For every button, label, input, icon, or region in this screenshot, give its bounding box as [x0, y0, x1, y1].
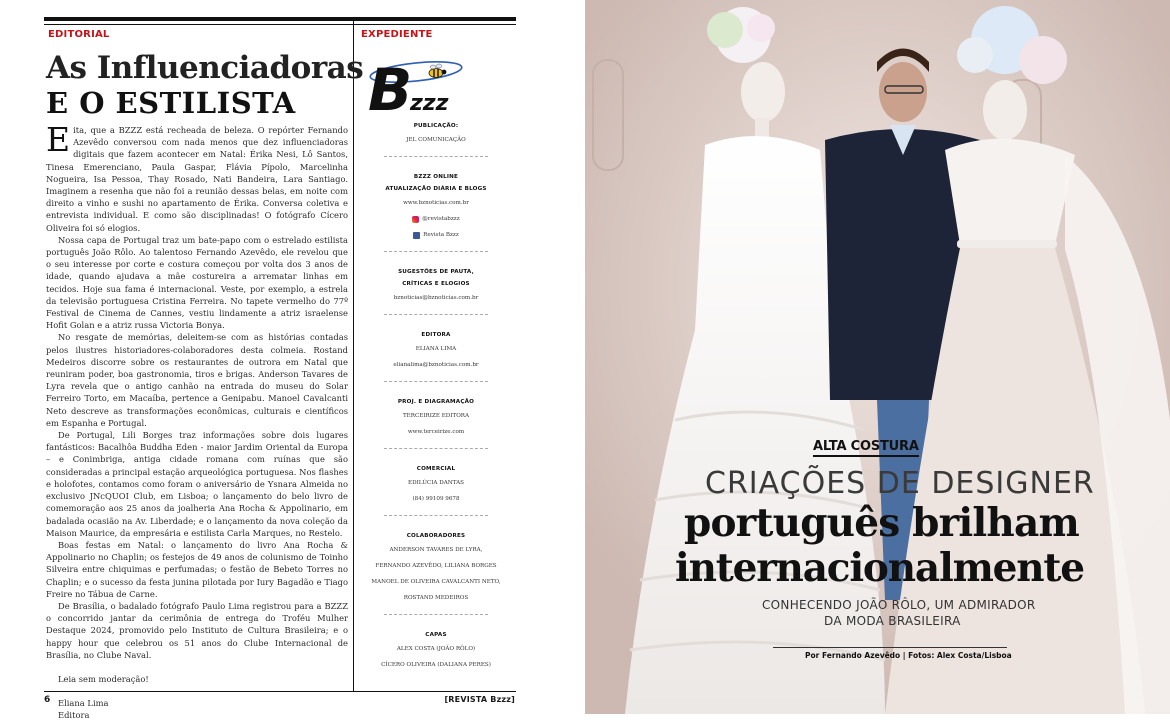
online-site-link[interactable]: www.bznoticias.com.br	[403, 200, 469, 206]
proj-name: TERCEIRIZE EDITORA	[402, 413, 470, 419]
capas-line: ALEX COSTA (JOÃO RÔLO)	[396, 646, 476, 652]
editorial-paragraph: De Portugal, Lili Borges traz informações sobre dois lugares fantásticos: Bacalhôa Buddha Eden - maior Jardim Oriental da Europa – e Conimbriga, antiga cidade romana com ruínas que são consideradas a principal estação arqueológica portuguesa. Nos flashes e holofotes, contamos como foram o aniversário de Ysnara Almeida no exclusivo JNcQUOI Club, em Lisboa; o lançamento do belo livro de comemoração aos 25 anos da joalheria Ana Rocha & Appolinario, em badalada ocasião na Av. Liberdade; e o lançamento da nova coleção da Maison Maurice, da empresária e estilista Carla Marques, no Restelo.	[46, 430, 348, 538]
bzzz-logo	[366, 48, 466, 124]
publicacao-value: JEL COMUNICAÇÃO	[406, 137, 466, 143]
logo-suffix: zzz	[410, 91, 449, 116]
facebook-handle: Revista Bzzz	[423, 232, 459, 238]
colab-line: ROSTAND MEDEIROS	[403, 595, 469, 601]
signature-role: Editora	[58, 710, 90, 721]
feature-deck	[762, 597, 1062, 629]
comercial-phone: (84) 99109 9678	[412, 496, 460, 502]
feature-title-bold-line2: internacionalmente	[675, 545, 1084, 591]
feature-deck-line1: CONHECENDO JOÃO RÔLO, UM ADMIRADOR	[762, 598, 1036, 612]
divider	[384, 314, 488, 315]
divider	[384, 251, 488, 252]
footer-magazine-name: [REVISTA Bzzz]	[444, 695, 515, 704]
signature-name: Eliana Lima	[58, 698, 109, 709]
top-rule	[44, 17, 516, 21]
online-title: BZZZ ONLINE	[413, 174, 459, 180]
editora-name: ELIANA LIMA	[415, 346, 457, 352]
instagram-icon	[412, 216, 419, 223]
colab-title: COLABORADORES	[406, 533, 466, 539]
divider	[384, 381, 488, 382]
colab-line: ANDERSON TAVARES DE LYRA,	[389, 547, 483, 553]
editorial-headline-line1: As Influenciadoras	[46, 50, 364, 86]
comercial-name: EDILÚCIA DANTAS	[408, 480, 464, 486]
drop-cap: E	[46, 120, 71, 159]
proj-site[interactable]: www.terceirize.com	[407, 429, 465, 435]
proj-title: PROJ. E DIAGRAMAÇÃO	[397, 399, 475, 405]
divider	[384, 448, 488, 449]
feature-byline: Por Fernando Azevêdo | Fotos: Alex Costa/Lisboa	[805, 651, 1012, 660]
colab-line: FERNANDO AZEVÊDO, LILIANA BORGES	[375, 563, 497, 569]
instagram-handle: @revistabzzz	[422, 216, 460, 222]
editorial-paragraph: No resgate de memórias, deleitem-se com as histórias contadas pelos ilustres historiadores-colaboradores desta colmeia. Rostand Medeiros discorre sobre os restaurantes de outrora em Natal que reuniram poder, boa gastronomia, tiros e brigas. Anderson Tavares de Lyra revela que o antigo canhão na entrada do museu do Solar Ferreiro Torto, em Macaíba, pertence a Genipabu. Manoel Cavalcanti Neto descreve as transformações econômicas, culturais e científicos em Espanha e Portugal.	[46, 332, 348, 428]
capas-title: CAPAS	[425, 632, 447, 638]
paragraph-text: ita, que a BZZZ está recheada de beleza. O repórter Fernando Azevêdo conversou com nada menos que dez influenciadoras digitais que fazem acontecer em Natal: Érika Nesi, Lô Santos, Tinesa Emerenciano, Paula Gaspar, Flávia Pípolo, Marcelinha Nogueira, Isa Pessoa, Thay Rosado, Nati Bandeira, Lara Santiago. Imaginem a resenha que não foi a reunião dessas belas, em noite com direito a vinho e sushi no apartamento de Érika. Conversa coletiva e entrevista individual. E como são disciplinadas! O fotógrafo Cícero Oliveira foi só elogios.	[46, 125, 348, 233]
editorial-headline-line2: E O ESTILISTA	[46, 86, 296, 120]
facebook-row[interactable]	[360, 227, 512, 243]
instagram-row[interactable]	[360, 211, 512, 227]
sugestoes-subtitle: CRÍTICAS E ELOGIOS	[402, 281, 470, 287]
divider	[384, 156, 488, 157]
feature-title-light: CRIAÇÕES DE DESIGNER	[705, 466, 1095, 501]
divider	[384, 614, 488, 615]
sugestoes-title: SUGESTÕES DE PAUTA,	[398, 269, 474, 275]
feature-kicker: ALTA COSTURA	[813, 439, 919, 457]
logo-letter: B	[368, 56, 413, 124]
editorial-paragraph: De Brasília, o badalado fotógrafo Paulo Lima registrou para a BZZZ o concorrido jantar da cerimônia de entrega do Troféu Mulher Destaque 2024, promovido pelo Instituto de Cultura Brasileira; e o happy hour que celebrou os 51 anos do Clube Internacional de Brasília, no Clube Naval.	[46, 600, 348, 660]
editorial-paragraph: Boas festas em Natal: o lançamento do livro Ana Rocha & Appolinario no Chaplin; os festejos de 49 anos de colunismo de Toinho Silveira entre chiquimas e perfumadas; o festão de Bebeto Torres no Chaplin; e o sucesso da festa junina pilotada por Iury Bagadão e Tiago Freire no Tábua de Carne.	[46, 539, 348, 599]
column-divider	[353, 17, 354, 691]
feature-deck-line2: DA MODA BRASILEIRA	[824, 614, 961, 628]
expediente-label: EXPEDIENTE	[361, 29, 433, 40]
top-rule-thin	[44, 24, 516, 25]
editorial-body	[46, 120, 348, 722]
feature-title-bold-line1: português brilham	[684, 500, 1079, 546]
publicacao-title: PUBLICAÇÃO:	[413, 123, 459, 129]
editorial-paragraph	[46, 120, 348, 234]
sugestoes-email[interactable]: bznoticias@bznoticias.com.br	[393, 295, 479, 301]
page-number: 6	[44, 695, 51, 705]
editorial-paragraph: Nossa capa de Portugal traz um bate-papo com o estrelado estilista português João Rôlo. Ao talentoso Fernando Azevêdo, ele revelou que o seu interesse por corte e costura começou por volta dos 3 anos de idade, quando ajudava a mãe costureira a arrematar linhas em tecidos. Hoje sua fama é internacional. Veste, por exemplo, a estrela da televisão portuguesa Cristina Ferreira. No tapete vermelho do 77º Festival de Cinema de Cannes, vestiu lindamente a atriz israelense Hofit Golan e a atriz russa Victoria Bonya.	[46, 234, 348, 331]
editorial-label: EDITORIAL	[48, 29, 110, 40]
colab-line: MANOEL DE OLIVEIRA CAVALCANTI NETO,	[371, 579, 501, 585]
editorial-closing: Leia sem moderação!	[58, 673, 149, 684]
divider	[384, 515, 488, 516]
byline-rule	[773, 647, 1007, 648]
expediente-column	[356, 120, 516, 673]
footer-rule	[44, 691, 516, 692]
facebook-icon	[413, 232, 420, 239]
comercial-title: COMERCIAL	[416, 466, 456, 472]
editora-email[interactable]: elianalima@bznoticias.com.br	[393, 362, 479, 368]
editora-title: EDITORA	[421, 332, 451, 338]
left-page	[0, 0, 585, 721]
bee-icon	[429, 64, 446, 78]
capas-line: CÍCERO OLIVEIRA (DALIANA PERES)	[381, 662, 491, 668]
online-subtitle: ATUALIZAÇÃO DIÁRIA E BLOGS	[385, 186, 487, 192]
